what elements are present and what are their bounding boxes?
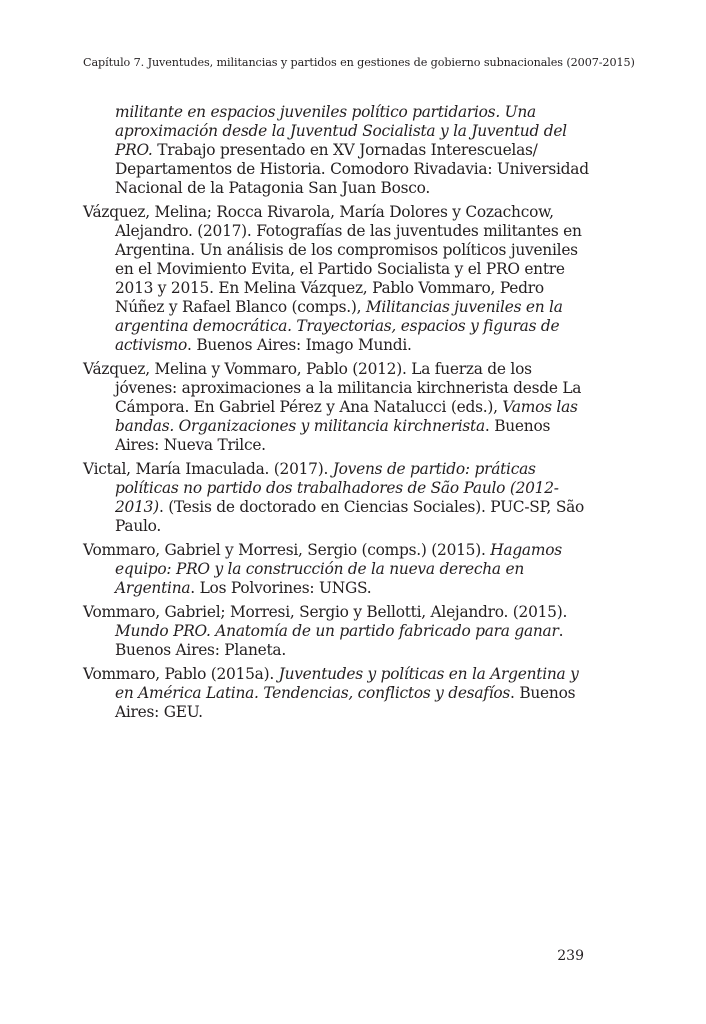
reference-text: Vázquez, Melina; Rocca Rivarola, María Dolores y Cozachcow, Alejandro. (2017). Fotografías de las juventudes militantes en Argentina. Un análisis de los compromisos políticos juveniles en el Movimiento Evita, el Partido Socialista y el PRO entre 2013 y 2015. En Melina Vázquez, Pablo Vommaro, Pedro Núñez y Rafael Blanco (comps.), bbox=[83, 203, 582, 316]
reference-title: Militancias juveniles en la argentina democrática. Trayectorias, espacios y figuras de activismo bbox=[115, 298, 563, 354]
reference-text: . Buenos Aires: GEU. bbox=[115, 684, 576, 721]
reference-title: Vamos las bandas. Organizaciones y militancia kirchnerista bbox=[115, 398, 578, 435]
reference-text: . Buenos Aires: Planeta. bbox=[115, 622, 564, 659]
reference-text: Trabajo presentado en XV Jornadas Interescuelas/ Departamentos de Historia. Comodoro Rivadavia: Universidad Nacional de la Patagonia San Juan Bosco. bbox=[115, 141, 589, 197]
reference-text: . Buenos Aires: Nueva Trilce. bbox=[115, 417, 551, 454]
running-header: Capítulo 7. Juventudes, militancias y partidos en gestiones de gobierno subnacionales (2007-2015) bbox=[83, 56, 635, 69]
reference-entry-vommaro-morresi-bellotti bbox=[83, 603, 593, 660]
reference-title: Hagamos equipo: PRO y la construcción de la nueva derecha en Argentina bbox=[115, 541, 562, 597]
reference-text: Vommaro, Gabriel; Morresi, Sergio y Bellotti, Alejandro. (2015). bbox=[83, 603, 568, 621]
reference-text: . (Tesis de doctorado en Ciencias Sociales). PUC-SP, São Paulo. bbox=[115, 498, 585, 535]
reference-entry-victal bbox=[83, 460, 593, 536]
reference-text: Vommaro, Gabriel y Morresi, Sergio (comps.) (2015). bbox=[83, 541, 491, 559]
page-number: 239 bbox=[557, 948, 584, 964]
reference-text: . Buenos Aires: Imago Mundi. bbox=[187, 336, 412, 354]
reference-entry-continued bbox=[83, 103, 593, 198]
reference-title: Juventudes y políticas en la Argentina y en América Latina. Tendencias, conflictos y desafíos bbox=[115, 665, 579, 702]
reference-title: Mundo PRO. Anatomía de un partido fabricado para ganar bbox=[115, 622, 559, 640]
reference-list bbox=[83, 103, 593, 727]
reference-entry-vommaro-pablo bbox=[83, 665, 593, 722]
reference-entry-vazquez-vommaro bbox=[83, 360, 593, 455]
reference-title: Jovens de partido: práticas políticas no partido dos trabalhadores de São Paulo (2012-2013) bbox=[115, 460, 559, 516]
reference-text: Vommaro, Pablo (2015a). bbox=[83, 665, 279, 683]
reference-entry-vazquez-rocca-cozachcow bbox=[83, 203, 593, 355]
reference-text: Victal, María Imaculada. (2017). bbox=[83, 460, 333, 478]
reference-text: Vázquez, Melina y Vommaro, Pablo (2012). La fuerza de los jóvenes: aproximaciones a la militancia kirchnerista desde La Cámpora. En Gabriel Pérez y Ana Natalucci (eds.), bbox=[83, 360, 582, 416]
reference-title: militante en espacios juveniles político partidarios. Una aproximación desde la Juventud Socialista y la Juventud del PRO. bbox=[115, 103, 567, 159]
reference-entry-vommaro-morresi bbox=[83, 541, 593, 598]
reference-text: . Los Polvorines: UNGS. bbox=[190, 579, 372, 597]
